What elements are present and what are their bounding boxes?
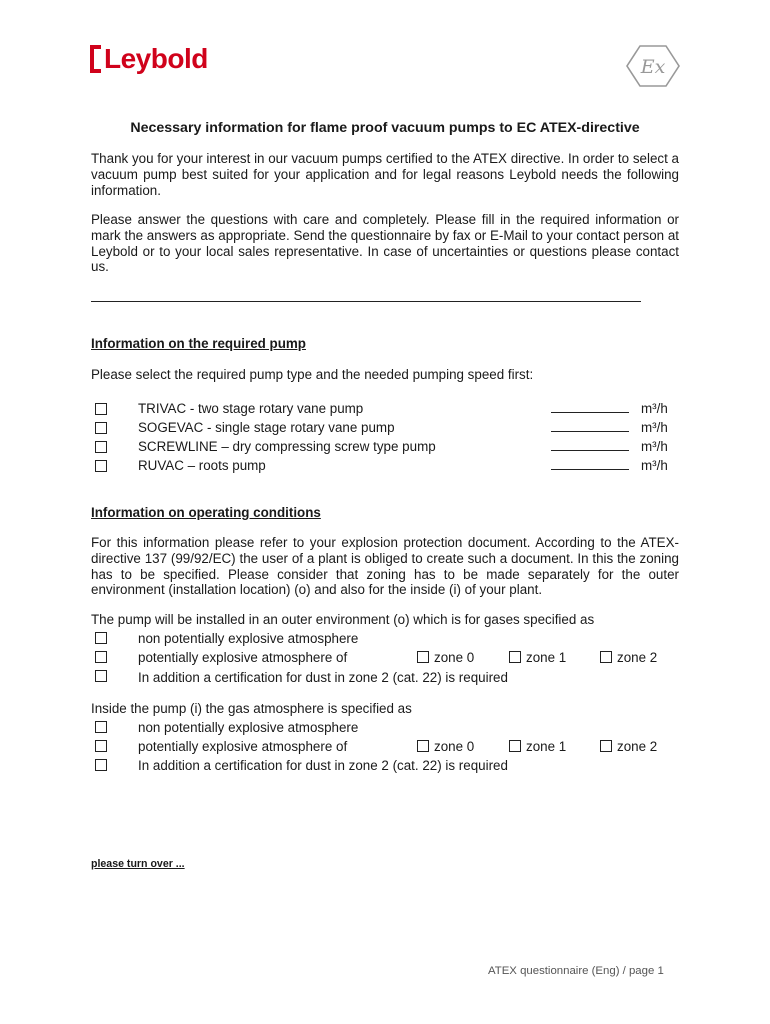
logo-text: Leybold	[104, 43, 208, 74]
operating-paragraph: For this information please refer to your explosion protection document. According to the ATEX-directive 137 (99/92/EC) the user of a plant is obliged to create such a document. In this the zoning has to be specified. Please consider that zoning has to be made separately for the outer environment (installation location) (o) and also for the inside (i) of your plant.	[91, 535, 679, 598]
outer-zone-1-label: zone 1	[526, 650, 567, 665]
checkbox-outer-zone-1[interactable]	[509, 651, 521, 663]
speed-field-trivac[interactable]	[551, 400, 629, 413]
inner-zone-0-label: zone 0	[434, 739, 475, 754]
checkbox-outer-non-explosive[interactable]	[95, 632, 107, 644]
leybold-logo	[90, 42, 208, 76]
intro-paragraph-2: Please answer the questions with care and completely. Please fill in the required information or mark the answers as appropriate. Send the questionnaire by fax or E-Mail to your contact person at Leybold or to your local sales representative. In case of uncertainties or questions please contact us.	[91, 212, 680, 275]
inner-option-dust: In addition a certification for dust in zone 2 (cat. 22) is required	[138, 758, 508, 773]
checkbox-screwline[interactable]	[95, 441, 107, 453]
checkbox-outer-zone-2[interactable]	[600, 651, 612, 663]
checkbox-inner-zone-0[interactable]	[417, 740, 429, 752]
ex-explosion-proof-icon	[626, 44, 680, 88]
speed-field-sogevac[interactable]	[551, 419, 629, 432]
checkbox-ruvac[interactable]	[95, 460, 107, 472]
pump-label-sogevac: SOGEVAC - single stage rotary vane pump	[138, 420, 395, 435]
operating-section-heading: Information on operating conditions	[91, 505, 321, 520]
pump-label-trivac: TRIVAC - two stage rotary vane pump	[138, 401, 364, 416]
outer-environment-label: The pump will be installed in an outer environment (o) which is for gases specified as	[91, 612, 595, 627]
unit-label: m³/h	[641, 420, 668, 435]
outer-option-dust: In addition a certification for dust in zone 2 (cat. 22) is required	[138, 670, 508, 685]
speed-field-screwline[interactable]	[551, 438, 629, 451]
checkbox-sogevac[interactable]	[95, 422, 107, 434]
checkbox-inner-zone-1[interactable]	[509, 740, 521, 752]
divider	[91, 301, 641, 302]
checkbox-trivac[interactable]	[95, 403, 107, 415]
pump-section-heading: Information on the required pump	[91, 336, 306, 351]
checkbox-outer-dust[interactable]	[95, 670, 107, 682]
checkbox-inner-explosive[interactable]	[95, 740, 107, 752]
unit-label: m³/h	[641, 458, 668, 473]
checkbox-outer-explosive[interactable]	[95, 651, 107, 663]
outer-zone-2-label: zone 2	[617, 650, 658, 665]
pump-instruction: Please select the required pump type and the needed pumping speed first:	[91, 367, 534, 382]
inner-atmosphere-label: Inside the pump (i) the gas atmosphere is specified as	[91, 701, 412, 716]
inner-zone-2-label: zone 2	[617, 739, 658, 754]
page-footer: ATEX questionnaire (Eng) / page 1	[488, 965, 664, 977]
checkbox-inner-dust[interactable]	[95, 759, 107, 771]
outer-option-explosive: potentially explosive atmosphere of	[138, 650, 348, 665]
turn-over-note: please turn over ...	[91, 858, 185, 870]
speed-field-ruvac[interactable]	[551, 457, 629, 470]
checkbox-inner-non-explosive[interactable]	[95, 721, 107, 733]
outer-zone-0-label: zone 0	[434, 650, 475, 665]
inner-option-explosive: potentially explosive atmosphere of	[138, 739, 348, 754]
checkbox-inner-zone-2[interactable]	[600, 740, 612, 752]
unit-label: m³/h	[641, 401, 668, 416]
inner-option-non-explosive: non potentially explosive atmosphere	[138, 720, 359, 735]
pump-label-ruvac: RUVAC – roots pump	[138, 458, 266, 473]
page-title: Necessary information for flame proof vacuum pumps to EC ATEX-directive	[130, 120, 640, 136]
inner-zone-1-label: zone 1	[526, 739, 567, 754]
outer-option-non-explosive: non potentially explosive atmosphere	[138, 631, 359, 646]
unit-label: m³/h	[641, 439, 668, 454]
ex-mark-text: Ex	[640, 56, 666, 78]
intro-paragraph-1: Thank you for your interest in our vacuum pumps certified to the ATEX directive. In order to select a vacuum pump best suited for your application and for legal reasons Leybold needs the following information.	[91, 151, 679, 198]
logo-bracket-icon	[90, 45, 102, 73]
checkbox-outer-zone-0[interactable]	[417, 651, 429, 663]
pump-label-screwline: SCREWLINE – dry compressing screw type pump	[138, 439, 436, 454]
